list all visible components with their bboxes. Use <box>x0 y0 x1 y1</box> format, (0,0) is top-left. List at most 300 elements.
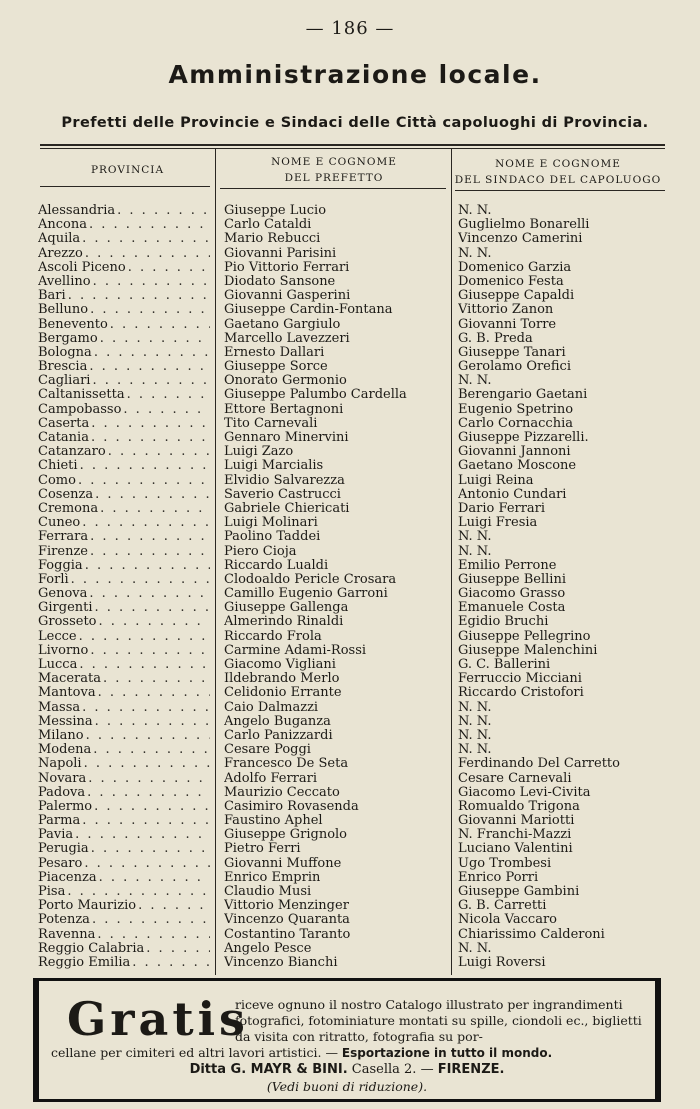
provincia-name: Como <box>38 473 76 488</box>
provincia-row <box>38 346 210 360</box>
prefetto-name: Enrico Emprin <box>224 870 321 885</box>
provincia-name: Novara <box>38 771 87 786</box>
ad-firm-line <box>39 1061 655 1079</box>
provincia-name: Pisa <box>38 885 66 899</box>
sindaco-name: Vincenzo Camerini <box>458 232 583 247</box>
provincia-name: Porto Maurizio <box>38 899 137 914</box>
prefetto-name: Giuseppe Cardin-Fontana <box>224 303 393 318</box>
prefetto-name: Paolino Taddei <box>224 530 321 545</box>
provincia-name: Macerata <box>38 672 101 687</box>
sindaco-name: Giacomo Grasso <box>458 587 566 602</box>
prefetto-name: Camillo Eugenio Garroni <box>224 587 388 602</box>
provincia-name: Palermo <box>38 799 93 814</box>
sindaco-name: Giuseppe Capaldi <box>458 289 575 304</box>
provincia-row <box>38 615 210 629</box>
sindaco-name: Ferruccio Micciani <box>458 672 582 687</box>
provincia-name: Ascoli Piceno <box>38 260 126 275</box>
provincia-name: Ravenna <box>38 927 96 942</box>
sindaco-name: Riccardo Cristofori <box>458 686 584 701</box>
provincia-name: Caserta <box>38 416 90 431</box>
leader-dots <box>82 701 210 715</box>
prefetto-name: Pio Vittorio Ferrari <box>224 260 350 275</box>
leader-dots <box>123 403 210 417</box>
provincia-row <box>38 814 210 828</box>
sindaco-name: N. N. <box>458 728 492 743</box>
provincia-row <box>38 261 210 275</box>
ad-text-export: Esportazione in tutto il mondo. <box>341 1046 553 1060</box>
provincia-row <box>38 502 210 516</box>
ad-text-cellane: cellane per cimiteri ed altri lavori artistici. — <box>51 1045 342 1060</box>
provincia-row <box>38 530 210 544</box>
provincia-row <box>38 757 210 771</box>
sindaco-name: Guglielmo Bonarelli <box>458 218 590 233</box>
header-rule-bottom-2 <box>220 188 446 189</box>
sindaco-name: Domenico Garzia <box>458 260 572 275</box>
prefetto-name: Giuseppe Palumbo Cardella <box>224 388 407 403</box>
prefetto-name: Piero Cioja <box>224 544 297 559</box>
leader-dots <box>100 332 210 346</box>
sindaco-name: Giuseppe Tanari <box>458 345 566 360</box>
provincia-row <box>38 360 210 374</box>
ad-text-second-line <box>51 1045 651 1061</box>
provincia-row <box>38 729 210 743</box>
leader-dots <box>90 644 210 658</box>
sindaco-name: Eugenio Spetrino <box>458 402 574 417</box>
leader-dots <box>95 601 210 615</box>
prefetto-name: Claudio Musi <box>224 885 312 899</box>
provincia-name: Reggio Calabria <box>38 941 145 956</box>
advertisement-box <box>33 978 661 1102</box>
leader-dots <box>82 814 210 828</box>
leader-dots <box>92 374 210 388</box>
prefetto-name: Ernesto Dallari <box>224 345 325 360</box>
provincia-name: Modena <box>38 743 92 758</box>
provincia-row <box>38 715 210 729</box>
leader-dots <box>91 431 210 445</box>
prefetto-name: Gabriele Chiericati <box>224 501 350 516</box>
sindaco-name: Giuseppe Pizzarelli. <box>458 431 589 445</box>
leader-dots <box>78 474 210 488</box>
column-divider-2 <box>451 148 452 975</box>
provincia-name: Massa <box>38 700 81 715</box>
sindaco-name: N. Franchi-Mazzi <box>458 828 572 843</box>
leader-dots <box>79 630 210 644</box>
prefetto-name: Costantino Taranto <box>224 927 351 942</box>
provincia-name: Perugia <box>38 842 89 857</box>
provincia-name: Pesaro <box>38 856 83 871</box>
provincia-name: Avellino <box>38 274 91 289</box>
provincia-name: Padova <box>38 785 86 800</box>
provincia-row <box>38 459 210 473</box>
sindaco-name: Giuseppe Gambini <box>458 885 580 899</box>
page-subtitle: Prefetti delle Provincie e Sindaci delle Città capoluoghi di Provincia. <box>61 115 649 131</box>
provincia-row <box>38 686 210 700</box>
leader-dots <box>97 928 210 942</box>
column-divider-1 <box>215 148 216 975</box>
prefetto-name: Gaetano Gargiulo <box>224 317 341 332</box>
provincia-row <box>38 913 210 927</box>
provincia-row <box>38 474 210 488</box>
provincia-name: Bari <box>38 289 66 304</box>
sindaco-name: Luigi Fresia <box>458 516 538 531</box>
prefetto-name: Luigi Marcialis <box>224 459 324 474</box>
provincia-name: Milano <box>38 728 84 743</box>
provincia-name: Grosseto <box>38 615 97 630</box>
prefetto-name: Angelo Pesce <box>224 941 312 956</box>
sindaco-name: G. C. Ballerini <box>458 658 551 672</box>
provincia-row <box>38 772 210 786</box>
prefetto-name: Ildebrando Merlo <box>224 672 340 687</box>
provincia-name: Cosenza <box>38 487 94 502</box>
prefetto-name: Francesco De Seta <box>224 757 349 772</box>
leader-dots <box>90 303 210 317</box>
sindaco-name: N. N. <box>458 941 492 956</box>
header-rule-top <box>40 144 665 146</box>
prefetto-name: Giuseppe Sorce <box>224 360 328 375</box>
provincia-row <box>38 289 210 303</box>
column-header-sindaco-line2: DEL SINDACO DEL CAPOLUOGO <box>454 174 662 186</box>
header-rule-bottom-3 <box>455 190 665 191</box>
provincia-name: Potenza <box>38 913 90 928</box>
sindaco-name: Giovanni Mariotti <box>458 814 575 829</box>
header-rule-bottom-1 <box>40 186 210 187</box>
provincia-name: Belluno <box>38 303 89 318</box>
provincia-row <box>38 488 210 502</box>
prefetto-name: Tito Carnevali <box>224 416 318 431</box>
prefetto-name: Ettore Bertagnoni <box>224 402 344 417</box>
provincia-row <box>38 403 210 417</box>
provincia-row <box>38 431 210 445</box>
leader-dots <box>67 885 210 899</box>
column-header-sindaco <box>452 156 664 188</box>
sindaco-name: N. N. <box>458 544 492 559</box>
prefetto-name: Vittorio Menzinger <box>224 899 349 914</box>
provincia-name: Firenze <box>38 544 89 559</box>
sindaco-name: N. N. <box>458 246 492 261</box>
leader-dots <box>89 218 210 232</box>
prefetto-name: Luigi Molinari <box>224 516 318 531</box>
sindaco-name: Berengario Gaetani <box>458 388 588 403</box>
provincia-name: Cremona <box>38 501 99 516</box>
prefetto-name: Casimiro Rovasenda <box>224 799 359 814</box>
leader-dots <box>91 417 210 431</box>
page-title: Amministrazione locale. <box>168 60 542 89</box>
provincia-name: Piacenza <box>38 870 97 885</box>
sindaco-name: Giuseppe Bellini <box>458 572 566 587</box>
column-header-sindaco-line1: NOME E COGNOME <box>495 158 621 170</box>
sindaco-name: Romualdo Trigona <box>458 799 580 814</box>
sindaco-name: Giovanni Torre <box>458 317 557 332</box>
provincia-name: Napoli <box>38 757 82 772</box>
provincia-row <box>38 658 210 672</box>
provincia-name: Genova <box>38 587 88 602</box>
provincia-row <box>38 559 210 573</box>
leader-dots <box>95 715 210 729</box>
leader-dots <box>138 899 210 913</box>
leader-dots <box>89 360 210 374</box>
leader-dots <box>100 502 210 516</box>
prefetto-name: Luigi Zazo <box>224 445 294 460</box>
provincia-name: Benevento <box>38 317 108 332</box>
prefetto-name: Clodoaldo Pericle Crosara <box>224 572 397 587</box>
leader-dots <box>86 729 210 743</box>
column-header-prefetto-line1: NOME E COGNOME <box>271 156 397 168</box>
prefetto-name: Pietro Ferri <box>224 842 301 857</box>
column-header-provincia <box>40 162 215 178</box>
ad-city: FIRENZE. <box>437 1062 505 1077</box>
sindaco-name: Carlo Cornacchia <box>458 416 573 431</box>
provincia-name: Lucca <box>38 658 78 672</box>
provincia-row <box>38 956 210 970</box>
sindaco-name: N. N. <box>458 204 492 218</box>
provincia-row <box>38 871 210 885</box>
sindaco-name: Vittorio Zanon <box>458 303 554 318</box>
provincia-row <box>38 388 210 402</box>
provincia-name: Ancona <box>38 218 87 233</box>
prefetto-name: Onorato Germonio <box>224 374 347 389</box>
provincia-row <box>38 275 210 289</box>
provincia-name: Caltanissetta <box>38 388 125 403</box>
prefetto-name: Cesare Poggi <box>224 743 311 758</box>
ad-gratis-heading: Gratis <box>67 992 249 1046</box>
provincia-row <box>38 800 210 814</box>
provincia-name: Lecce <box>38 629 77 644</box>
sindaco-name: Antonio Cundari <box>458 487 567 502</box>
provincia-row <box>38 885 210 899</box>
sindaco-name: Giacomo Levi-Civita <box>458 785 591 800</box>
provincia-row <box>38 204 210 218</box>
sindaco-name: Luigi Roversi <box>458 955 546 970</box>
column-header-provincia-label: PROVINCIA <box>90 164 165 176</box>
provincia-row <box>38 445 210 459</box>
provincia-row <box>38 417 210 431</box>
provincia-name: Cagliari <box>38 374 91 389</box>
leader-dots <box>68 289 210 303</box>
provincia-row <box>38 630 210 644</box>
sindaco-name: Ugo Trombesi <box>458 856 552 871</box>
provincia-name: Girgenti <box>38 601 93 616</box>
leader-dots <box>80 459 210 473</box>
sindaco-name: Gerolamo Orefici <box>458 360 571 375</box>
leader-dots <box>95 488 210 502</box>
sindaco-name: G. B. Carretti <box>458 899 547 914</box>
leader-dots <box>146 942 210 956</box>
leader-dots <box>127 388 210 402</box>
provincia-row <box>38 587 210 601</box>
prefetto-name: Adolfo Ferrari <box>224 771 318 786</box>
sindaco-name: Domenico Festa <box>458 274 564 289</box>
provincia-name: Parma <box>38 814 81 829</box>
provincia-row <box>38 573 210 587</box>
provincia-column <box>38 204 210 970</box>
leader-dots <box>93 275 210 289</box>
sindaco-name: N. N. <box>458 530 492 545</box>
sindaco-name: Chiarissimo Calderoni <box>458 927 605 942</box>
prefetto-name: Faustino Aphel <box>224 814 323 829</box>
leader-dots <box>90 530 210 544</box>
prefetto-name: Carmine Adami-Rossi <box>224 643 367 658</box>
provincia-row <box>38 942 210 956</box>
prefetto-name: Carlo Cataldi <box>224 218 312 233</box>
sindaco-name: Cesare Carnevali <box>458 771 572 786</box>
leader-dots <box>94 346 210 360</box>
leader-dots <box>103 672 210 686</box>
provincia-row <box>38 218 210 232</box>
leader-dots <box>84 757 210 771</box>
provincia-row <box>38 516 210 530</box>
provincia-row <box>38 247 210 261</box>
provincia-name: Brescia <box>38 360 88 375</box>
leader-dots <box>82 232 210 246</box>
sindaco-name: Gaetano Moscone <box>458 459 577 474</box>
sindaco-name: Emanuele Costa <box>458 601 566 616</box>
provincia-row <box>38 899 210 913</box>
leader-dots <box>117 204 210 218</box>
leader-dots <box>85 559 210 573</box>
provincia-row <box>38 743 210 757</box>
provincia-row <box>38 928 210 942</box>
sindaco-name: Ferdinando Del Carretto <box>458 757 620 772</box>
provincia-name: Mantova <box>38 686 96 701</box>
column-header-prefetto-line2: DEL PREFETTO <box>284 172 384 184</box>
provincia-row <box>38 857 210 871</box>
sindaco-name: Egidio Bruchi <box>458 615 549 630</box>
prefetto-name: Angelo Buganza <box>224 714 331 729</box>
provincia-name: Chieti <box>38 459 78 474</box>
ad-text-main: riceve ognuno il nostro Catalogo illustrato per ingrandimenti fotografici, fotominiature montati su spille, ciondoli ec., biglietti da visita con ritratto, fotografia su por- <box>235 997 642 1044</box>
provincia-name: Bergamo <box>38 331 98 346</box>
prefetto-name: Saverio Castrucci <box>224 487 341 502</box>
provincia-row <box>38 786 210 800</box>
prefetto-name: Celidonio Errante <box>224 686 342 701</box>
leader-dots <box>89 587 210 601</box>
sindaco-name: Giuseppe Malenchini <box>458 643 598 658</box>
page-number: — 186 — <box>305 18 395 39</box>
sindaco-name: N. N. <box>458 374 492 389</box>
sindaco-name: G. B. Preda <box>458 331 533 346</box>
provincia-name: Livorno <box>38 643 89 658</box>
prefetto-name: Caio Dalmazzi <box>224 700 319 715</box>
leader-dots <box>110 318 210 332</box>
sindaco-name: Luciano Valentini <box>458 842 573 857</box>
sindaco-name: Nicola Vaccaro <box>458 913 557 928</box>
prefetto-name: Elvidio Salvarezza <box>224 473 345 488</box>
provincia-name: Ferrara <box>38 530 89 545</box>
sindaco-name: Giovanni Jannoni <box>458 445 571 460</box>
provincia-row <box>38 842 210 856</box>
provincia-name: Catanzaro <box>38 445 106 460</box>
provincia-row <box>38 303 210 317</box>
column-header-prefetto <box>218 154 450 186</box>
ad-buoni-note: (Vedi buoni di riduzione). <box>266 1079 428 1094</box>
provincia-row <box>38 232 210 246</box>
leader-dots <box>99 615 210 629</box>
sindaco-name: N. N. <box>458 714 492 729</box>
provincia-name: Aquila <box>38 232 81 247</box>
leader-dots <box>75 828 210 842</box>
provincia-row <box>38 374 210 388</box>
provincia-name: Pavia <box>38 828 74 843</box>
prefetto-name: Giovanni Gasperini <box>224 289 351 304</box>
leader-dots <box>108 445 210 459</box>
leader-dots <box>128 261 210 275</box>
leader-dots <box>93 743 210 757</box>
prefetto-name: Giovanni Muffone <box>224 856 342 871</box>
sindaco-name: Luigi Reina <box>458 473 534 488</box>
leader-dots <box>132 956 210 970</box>
prefetto-name: Giacomo Vigliani <box>224 658 336 672</box>
prefetto-name: Giovanni Parisini <box>224 246 337 261</box>
leader-dots <box>82 516 210 530</box>
prefetto-name: Giuseppe Grignolo <box>224 828 348 843</box>
provincia-row <box>38 545 210 559</box>
prefetto-name: Giuseppe Lucio <box>224 204 327 218</box>
prefetto-name: Riccardo Lualdi <box>224 558 329 573</box>
sindaco-name: N. N. <box>458 743 492 758</box>
prefetto-name: Vincenzo Quaranta <box>224 913 350 928</box>
provincia-name: Alessandria <box>38 204 116 218</box>
provincia-row <box>38 828 210 842</box>
sindaco-name: Emilio Perrone <box>458 558 557 573</box>
prefetto-name: Almerindo Rinaldi <box>224 615 344 630</box>
provincia-row <box>38 672 210 686</box>
provincia-name: Forlì <box>38 572 69 587</box>
leader-dots <box>79 658 210 672</box>
prefetto-name: Riccardo Frola <box>224 629 322 644</box>
prefetto-name: Vincenzo Bianchi <box>224 955 338 970</box>
leader-dots <box>71 573 210 587</box>
prefetto-name: Maurizio Ceccato <box>224 785 340 800</box>
sindaco-column <box>458 204 658 970</box>
prefetto-column <box>224 204 446 970</box>
header-rule-top-thin <box>40 148 665 149</box>
provincia-row <box>38 332 210 346</box>
sindaco-name: Giuseppe Pellegrino <box>458 629 591 644</box>
prefetto-name: Diodato Sansone <box>224 274 336 289</box>
leader-dots <box>99 871 210 885</box>
leader-dots <box>85 247 210 261</box>
leader-dots <box>92 913 210 927</box>
provincia-name: Reggio Emilia <box>38 955 131 970</box>
provincia-name: Bologna <box>38 345 92 360</box>
provincia-row <box>38 318 210 332</box>
provincia-name: Catania <box>38 431 89 445</box>
prefetto-name: Mario Rebucci <box>224 232 321 247</box>
prefetto-name: Gennaro Minervini <box>224 431 349 445</box>
ad-firm-name: Ditta G. MAYR & BINI. <box>189 1062 348 1077</box>
sindaco-name: Dario Ferrari <box>458 501 546 516</box>
ad-box: Casella 2. — <box>347 1062 438 1077</box>
leader-dots <box>90 545 210 559</box>
provincia-name: Cuneo <box>38 516 81 531</box>
provincia-name: Arezzo <box>38 246 83 261</box>
prefetto-name: Giuseppe Gallenga <box>224 601 349 616</box>
provincia-name: Campobasso <box>38 402 122 417</box>
leader-dots <box>98 686 210 700</box>
provincia-row <box>38 644 210 658</box>
provincia-name: Messina <box>38 714 93 729</box>
provincia-name: Foggia <box>38 558 83 573</box>
leader-dots <box>91 842 210 856</box>
prefetto-name: Carlo Panizzardi <box>224 728 333 743</box>
sindaco-name: N. N. <box>458 700 492 715</box>
sindaco-name: Enrico Porri <box>458 870 539 885</box>
provincia-row <box>38 701 210 715</box>
leader-dots <box>88 772 210 786</box>
leader-dots <box>84 857 210 871</box>
leader-dots <box>87 786 210 800</box>
leader-dots <box>94 800 210 814</box>
